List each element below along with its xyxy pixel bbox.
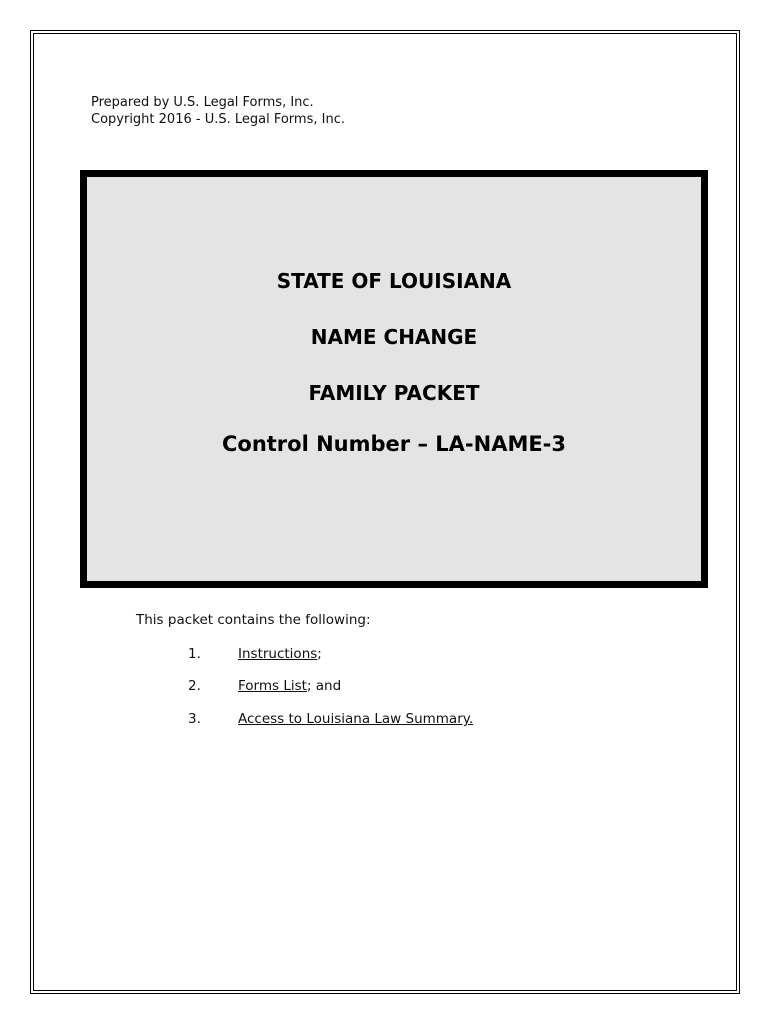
list-item-instructions [188,646,322,662]
subject-heading: NAME CHANGE [310,325,478,349]
title-box [80,170,708,588]
list-number: 3. [188,711,201,727]
list-number: 2. [188,678,201,694]
list-suffix: ; and [306,678,342,694]
preparer-info [91,94,345,128]
list-number: 1. [188,646,201,662]
law-summary-link[interactable]: Access to Louisiana Law Summary. [238,711,474,727]
state-heading: STATE OF LOUISIANA [276,269,512,293]
list-suffix: ; [317,646,322,662]
copyright-line: Copyright 2016 - U.S. Legal Forms, Inc. [91,112,345,127]
control-number: Control Number – LA-NAME-3 [221,432,567,456]
forms-list-link[interactable]: Forms List [238,678,307,694]
prepared-by-line: Prepared by U.S. Legal Forms, Inc. [91,95,314,110]
list-item-forms-list [188,678,341,694]
instructions-link[interactable]: Instructions [238,646,318,662]
list-item-law-summary [188,711,473,727]
packet-heading: FAMILY PACKET [308,381,480,405]
contents-intro: This packet contains the following: [136,612,371,628]
